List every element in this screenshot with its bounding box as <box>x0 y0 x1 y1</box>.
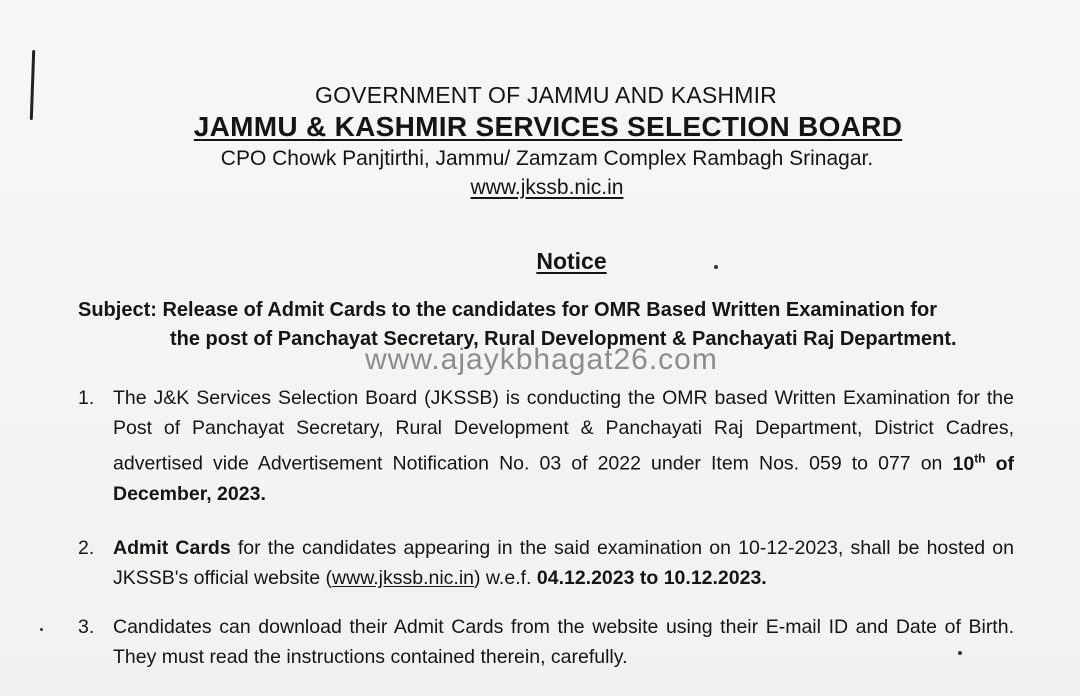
stray-dot <box>714 265 718 269</box>
item-text <box>113 383 1014 509</box>
item-text <box>113 533 1014 593</box>
subject-line-2: the post of Panchayat Secretary, Rural Development & Panchayati Raj Department. <box>170 328 957 350</box>
exam-month-year: of December, 2023. <box>113 452 1014 505</box>
board-name: JAMMU & KASHMIR SERVICES SELECTION BOARD <box>193 111 903 142</box>
exam-day: 10 <box>952 452 975 475</box>
letterhead <box>0 80 1080 202</box>
notice-item-1 <box>78 383 1014 509</box>
subject-line-1: Release of Admit Cards to the candidates for OMR Based Written Examination for <box>162 299 938 321</box>
exam-day-suffix: th <box>974 451 986 465</box>
item-2-text-b: ) w.e.f. <box>474 567 537 589</box>
admit-cards-lead: Admit Cards <box>113 537 231 559</box>
item-number: 1. <box>78 387 95 409</box>
watermark: www.ajaykbhagat26.com <box>365 343 718 376</box>
item-number: 2. <box>78 537 95 559</box>
stray-dot <box>40 628 43 631</box>
government-line: GOVERNMENT OF JAMMU AND KASHMIR <box>315 82 777 108</box>
website-link[interactable]: www.jkssb.nic.in <box>332 567 475 589</box>
item-1-text: The J&K Services Selection Board (JKSSB) is conducting the OMR based Written Examination for the Post of Panchayat Secretary, Rural Development & Panchayati Raj Department, District Cadres, advertised vide Advertisement Notification No. 03 of 2022 under Item Nos. 059 to 077 on <box>113 387 1014 475</box>
item-text: Candidates can download their Admit Cards from the website using their E-mail ID and Date of Birth. They must read the instructions contained therein, carefully. <box>113 616 1014 668</box>
board-address: CPO Chowk Panjtirthi, Jammu/ Zamzam Complex Rambagh Srinagar. <box>220 147 874 170</box>
subject-label: Subject: <box>78 299 157 321</box>
notice-title: Notice <box>536 248 607 274</box>
item-number: 3. <box>78 616 95 638</box>
hosting-dates: 04.12.2023 to 10.12.2023. <box>536 567 767 589</box>
notice-item-2 <box>78 533 1014 593</box>
notice-item-3 <box>78 612 1014 672</box>
stray-dot <box>958 651 962 655</box>
board-website: www.jkssb.nic.in <box>470 176 624 199</box>
item-2-text: for the candidates appearing in the said examination on 10-12-2023, shall be hosted on JKSSB's official website ( <box>113 537 1014 589</box>
